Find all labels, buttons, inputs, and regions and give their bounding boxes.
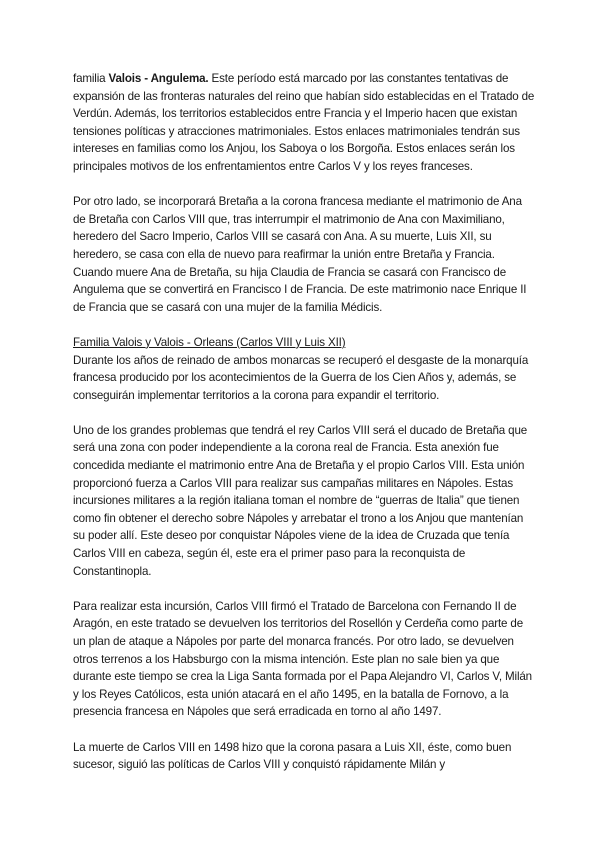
section-heading: Familia Valois y Valois - Orleans (Carlos VIII y Luis XII): [73, 335, 346, 349]
paragraph-body: Este período está marcado por las constantes tentativas de expansión de las fronteras naturales del reino que habían sido establecidas en el Tratado de Verdún. Además, los territorios establecidos entre Francia y el Imperio hacen que existan tensiones políticas y atracciones matrimoniales. Estos enlaces matrimoniales tendrán sus intereses en familias como los Anjou, los Saboya o los Borgoña. Estos enlaces serán los principales motivos de los enfrentamientos entre Carlos V y los reyes franceses.: [73, 72, 535, 173]
bold-term: Valois - Angulema.: [108, 72, 209, 85]
paragraph-problemas-carlos-viii: Uno de los grandes problemas que tendrá el rey Carlos VIII será el ducado de Bretaña que será una zona con poder independiente a la corona real de Francia. Esta anexión fue concedida mediante el matrimonio entre Ana de Bretaña y el propio Carlos VIII. Esta unión proporcionó fuerza a Carlos VIII para realizar sus campañas militares en Nápoles. Estas incursiones militares a la región italiana toman el nombre de “guerras de Italia” que tienen como fin obtener el derecho sobre Nápoles y arrebatar el trono a los Anjou que mantenían su poder allí. Este deseo por conquistar Nápoles viene de la idea de Cruzada que tenía Carlos VIII en cabeza, según él, este era el primer paso para la reconquista de Constantinopla.: [73, 423, 528, 578]
paragraph-lead: familia: [73, 72, 109, 85]
paragraph-reinado: Durante los años de reinado de ambos monarcas se recuperó el desgaste de la monarquía francesa producido por los acontecimientos de la Guerra de los Cien Años y, además, se conseguirán implementar territorios a la corona para expandir el territorio.: [73, 353, 529, 402]
document-page: [73, 70, 535, 791]
paragraph-bretana: Por otro lado, se incorporará Bretaña a la corona francesa mediante el matrimonio de Ana de Bretaña con Carlos VIII que, tras interrumpir el matrimonio de Ana con Maximiliano, heredero del Sacro Imperio, Carlos VIII se casará con Ana. A su muerte, Luis XII, su heredero, se casa con ella de nuevo para reafirmar la unión entre Bretaña y Francia. Cuando muere Ana de Bretaña, su hija Claudia de Francia se casará con Francisco de Angulema que se convertirá en Francisco I de Francia. De este matrimonio nace Enrique II de Francia que se casará con una mujer de la familia Médicis.: [73, 195, 527, 314]
paragraph-tratado-barcelona: Para realizar esta incursión, Carlos VIII firmó el Tratado de Barcelona con Fernando II de Aragón, en este tratado se devuelven los territorios del Rosellón y Cerdeña como parte de un plan de ataque a Nápoles por parte del monarca francés. Por otro lado, se devuelven otros terrenos a los Habsburgo con la misma intención. Este plan no sale bien ya que durante este tiempo se crea la Liga Santa formada por el Papa Alejandro VI, Carlos V, Milán y los Reyes Católicos, esta unión atacará en el año 1495, en la batalla de Fornovo, a la presencia francesa en Nápoles que será erradicada en torno al año 1497.: [73, 599, 532, 719]
paragraph-muerte-carlos-viii: La muerte de Carlos VIII en 1498 hizo que la corona pasara a Luis XII, éste, como buen sucesor, siguió las políticas de Carlos VIII y conquistó rápidamente Milán y: [73, 740, 512, 772]
paragraph-valois-angulema: [73, 70, 535, 176]
